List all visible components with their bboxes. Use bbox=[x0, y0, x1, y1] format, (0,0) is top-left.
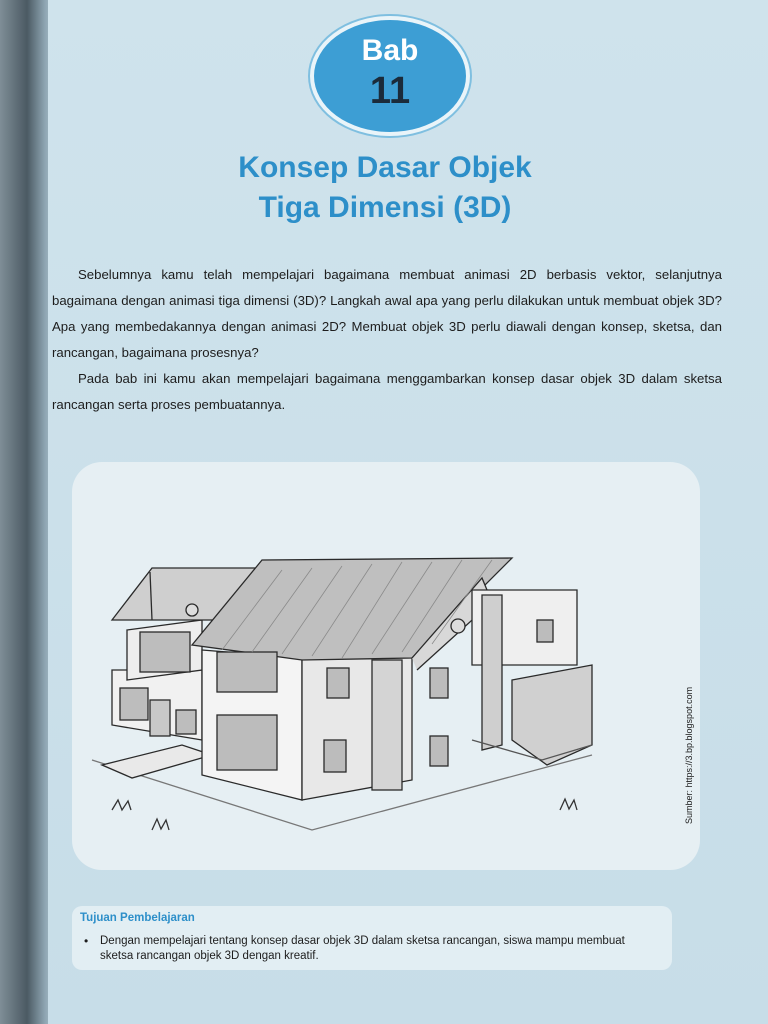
house-sketch-illustration bbox=[72, 540, 602, 840]
chapter-title-line2: Tiga Dimensi (3D) bbox=[258, 191, 512, 224]
chapter-number: 11 bbox=[369, 70, 411, 112]
bullet-marker: • bbox=[84, 934, 89, 948]
intro-paragraph: Sebelumnya kamu telah mempelajari bagaimana membuat animasi 2D berbasis vektor, selanjutnya bagaimana dengan animasi tiga dimensi (3D)? Langkah awal apa yang perlu dilakukan untuk membuat objek 3D? Apa yang membedakannya dengan animasi 2D? Membuat objek 3D perlu diawali dengan konsep, sketsa, dan rancangan, bagaimana prosesnya? bbox=[52, 267, 722, 360]
learning-objectives-title: Tujuan Pembelajaran bbox=[80, 912, 195, 924]
intro-paragraph: Pada bab ini kamu akan mempelajari bagaimana menggambarkan konsep dasar objek 3D dalam sketsa rancangan serta proses pembuatannya. bbox=[52, 371, 722, 412]
figure-source-credit: Sumber: https://3.bp.blogspot.com bbox=[684, 686, 694, 824]
chapter-title-line1: Konsep Dasar Objek bbox=[238, 151, 532, 184]
chapter-badge bbox=[310, 16, 470, 136]
learning-objective-item: Dengan mempelajari tentang konsep dasar objek 3D dalam sketsa rancangan, siswa mampu membuat sketsa rancangan objek 3D dengan kreatif. bbox=[100, 935, 625, 962]
chapter-label: Bab bbox=[361, 34, 419, 67]
